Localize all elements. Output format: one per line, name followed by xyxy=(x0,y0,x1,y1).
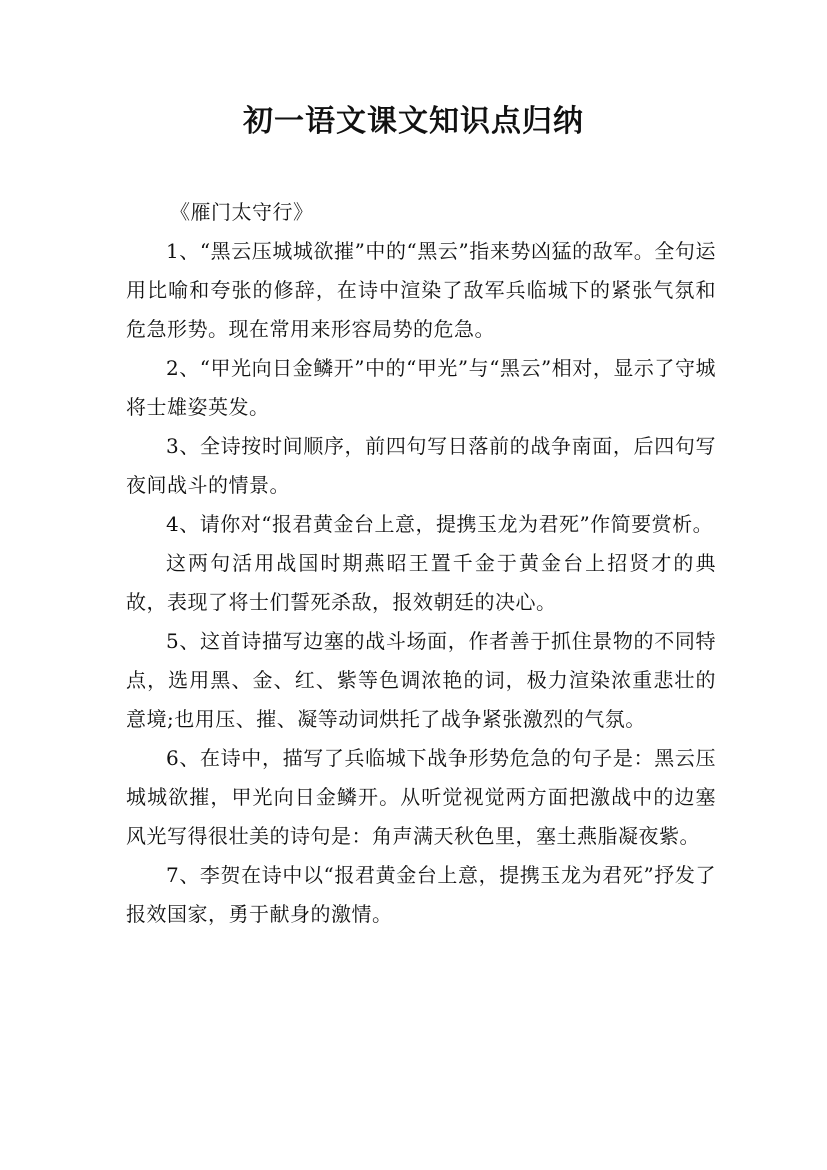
document-body xyxy=(126,193,716,934)
paragraph-point-2: 2、“甲光向日金鳞开”中的“甲光”与“黑云”相对，显示了守城将士雄姿英发。 xyxy=(126,356,716,419)
paragraph-point-6: 6、在诗中，描写了兵临城下战争形势危急的句子是：黑云压城城欲摧，甲光向日金鳞开。从听觉视觉两方面把激战中的边塞风光写得很壮美的诗句是：角声满天秋色里，塞土燕脂凝夜紫。 xyxy=(126,746,716,848)
paragraph-point-4-answer: 这两句活用战国时期燕昭王置千金于黄金台上招贤才的典故，表现了将士们誓死杀敌，报效朝廷的决心。 xyxy=(126,551,716,614)
paragraph-point-1: 1、“黑云压城城欲摧”中的“黑云”指来势凶猛的敌军。全句运用比喻和夸张的修辞，在诗中渲染了敌军兵临城下的紧张气氛和危急形势。现在常用来形容局势的危急。 xyxy=(126,239,716,341)
paragraph-point-7: 7、李贺在诗中以“报君黄金台上意，提携玉龙为君死”抒发了报效国家，勇于献身的激情。 xyxy=(126,863,716,926)
document-title: 初一语文课文知识点归纳 xyxy=(243,104,584,139)
paragraph-point-3: 3、全诗按时间顺序，前四句写日落前的战争南面，后四句写夜间战斗的情景。 xyxy=(126,434,716,497)
paragraph-point-4: 4、请你对“报君黄金台上意，提携玉龙为君死”作简要赏析。 xyxy=(166,512,714,536)
poem-title: 《雁门太守行》 xyxy=(170,200,314,224)
paragraph-point-5: 5、这首诗描写边塞的战斗场面，作者善于抓住景物的不同特点，选用黑、金、红、紫等色调浓艳的词，极力渲染浓重悲壮的意境;也用压、摧、凝等动词烘托了战争紧张激烈的气氛。 xyxy=(126,629,716,731)
